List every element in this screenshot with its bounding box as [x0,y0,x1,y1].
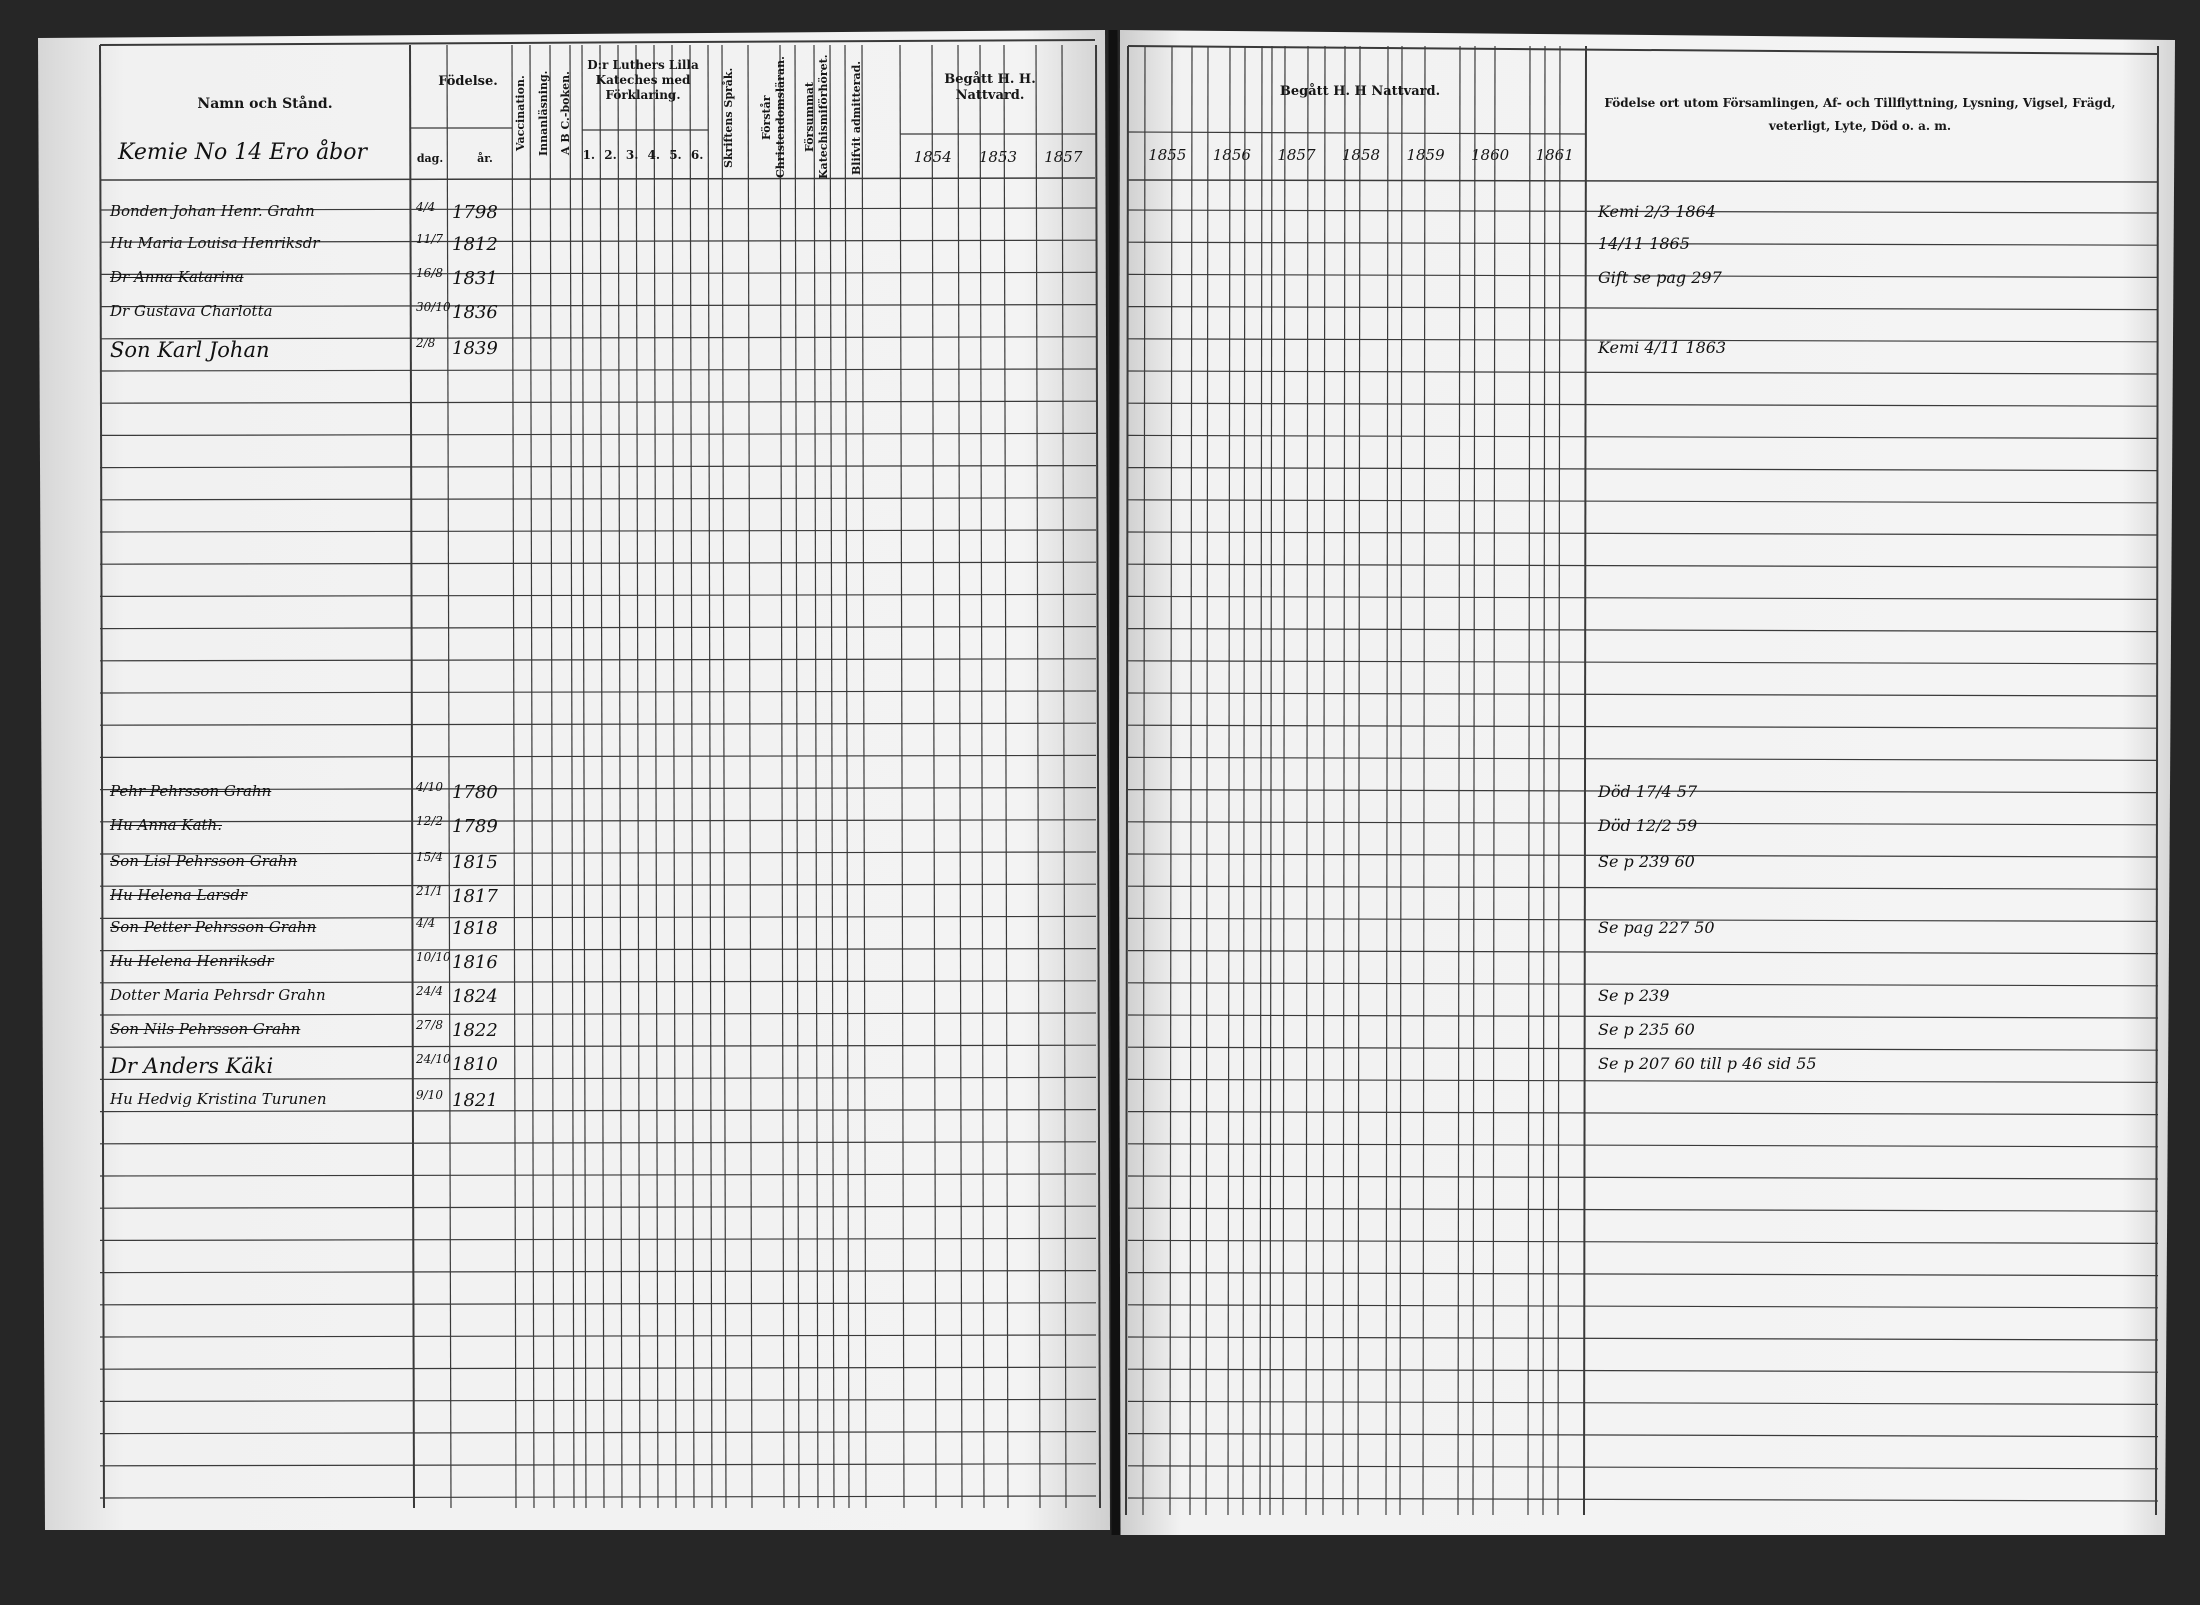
year-right-4: 1858 [1341,146,1381,164]
person-name: Pehr Pehrsson Grahn [110,782,272,800]
years-left [900,148,1096,167]
header-day: dag. [416,152,444,165]
header-luther-numbers [578,148,708,163]
person-name: Hu Hedvig Kristina Turunen [110,1090,327,1108]
year-right-6: 1860 [1471,146,1510,164]
year-right-2: 1856 [1212,146,1251,164]
birth-year: 1831 [452,268,498,289]
birth-year: 1780 [452,782,498,803]
year-left-3: 1857 [1044,148,1083,166]
person-name: Hu Helena Larsdr [110,886,248,904]
luther-num-2: 2. [604,148,617,162]
header-forsummat: Försummat Katechismiförhöret. [803,54,830,180]
person-name: Dr Gustava Charlotta [110,302,273,320]
birth-day: 9/10 [416,1088,443,1102]
year-left-1: 1854 [913,148,952,166]
year-right-7: 1861 [1535,146,1574,164]
header-remarks: Födelse ort utom Församlingen, Af- och Tillflyttning, Lysning, Vigsel, Frägd, veterligt, Lyte, Död o. a. m. [1604,96,2116,133]
birth-year: 1839 [452,338,498,359]
birth-year: 1818 [452,918,498,939]
person-remark: Kemi 4/11 1863 [1598,338,1727,357]
years-right [1135,146,1587,165]
birth-day: 4/4 [416,200,436,214]
book-gutter [1113,30,1116,1535]
header-birth: Födelse. [438,74,498,89]
birth-day: 15/4 [416,850,443,864]
birth-day: 2/8 [416,336,436,350]
person-name: Dr Anna Katarina [110,268,244,286]
person-name: Dotter Maria Pehrsdr Grahn [110,986,326,1004]
birth-day: 10/10 [416,950,451,964]
person-name: Son Petter Pehrsson Grahn [110,918,317,936]
birth-year: 1836 [452,302,498,323]
person-name: Son Karl Johan [110,338,270,362]
header-begatt-right: Begått H. H Nattvard. [1279,84,1441,99]
luther-num-6: 6. [690,148,704,162]
birth-year: 1821 [452,1090,498,1111]
person-name: Hu Helena Henriksdr [110,952,274,970]
birth-day: 11/7 [416,232,443,246]
birth-day: 4/10 [416,780,443,794]
birth-day: 24/4 [416,984,443,998]
birth-year: 1812 [452,234,498,255]
header-name-column: Namn och Stånd. [197,96,333,112]
year-right-5: 1859 [1406,146,1445,164]
person-remark: 14/11 1865 [1598,234,1690,253]
person-name: Son Lisl Pehrsson Grahn [110,852,298,870]
birth-year: 1816 [452,952,498,973]
person-remark: Se pag 227 50 [1598,918,1715,937]
year-right-1: 1855 [1148,146,1187,164]
birth-year: 1798 [452,202,498,223]
birth-day: 30/10 [416,300,451,314]
person-remark: Kemi 2/3 1864 [1598,202,1716,221]
birth-day: 27/8 [416,1018,443,1032]
birth-year: 1822 [452,1020,498,1041]
birth-year: 1789 [452,816,498,837]
birth-day: 4/4 [416,916,436,930]
birth-day: 21/1 [416,884,443,898]
birth-year: 1817 [452,886,498,907]
left-page [38,30,1110,1530]
person-name: Dr Anders Käki [110,1054,274,1078]
luther-num-4: 4. [647,148,661,162]
header-begatt-left: Begått H. H. Nattvard. [944,72,1036,104]
luther-num-1: 1. [582,148,596,162]
birth-day: 12/2 [416,814,443,828]
header-innanlasning: Innanläsning. [537,70,550,156]
year-left-2: 1853 [978,148,1018,166]
header-admitterad: Blifvit admitterad. [850,60,863,176]
header-luther-catechism: D:r Luthers Lilla Kateches med Förklaring. [587,58,699,102]
header-vaccination: Vaccination. [514,75,527,151]
header-christendom: Förstår Christendomsläran. [760,56,787,178]
birth-year: 1815 [452,852,498,873]
birth-day: 16/8 [416,266,443,280]
year-right-3: 1857 [1277,146,1316,164]
person-remark: Se p 239 [1598,986,1670,1005]
person-name: Hu Anna Kath. [110,816,222,834]
birth-year: 1824 [452,986,498,1007]
person-remark: Gift se pag 297 [1598,268,1722,287]
header-year: år. [477,152,493,165]
household-title: Kemie No 14 Ero åbor [118,140,368,165]
person-remark: Se p 207 60 till p 46 sid 55 [1598,1054,1817,1073]
header-abc-book: A B C.-boken. [559,71,572,155]
person-name: Bonden Johan Henr. Grahn [110,202,315,220]
person-name: Son Nils Pehrsson Grahn [110,1020,301,1038]
person-remark: Se p 239 60 [1598,852,1695,871]
luther-num-3: 3. [625,148,639,162]
birth-year: 1810 [452,1054,498,1075]
person-remark: Se p 235 60 [1598,1020,1695,1039]
person-name: Hu Maria Louisa Henriksdr [110,234,320,252]
birth-day: 24/10 [416,1052,451,1066]
header-skriftens-sprak: Skriftens Språk. [722,67,735,169]
luther-num-5: 5. [669,148,682,162]
person-remark: Död 12/2 59 [1598,816,1698,835]
person-remark: Död 17/4 57 [1598,782,1698,801]
